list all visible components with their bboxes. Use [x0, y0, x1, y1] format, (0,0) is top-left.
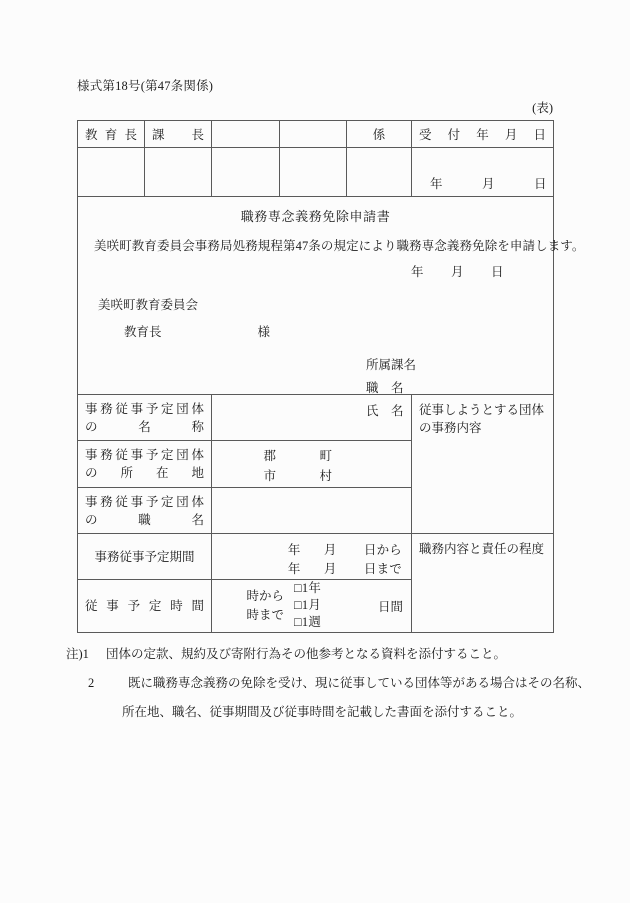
responsibility-label: 職務内容と責任の程度	[419, 541, 545, 556]
hours-from: 時から	[246, 588, 284, 603]
responsibility-cell[interactable]	[412, 533, 554, 632]
hours-content	[212, 580, 411, 632]
receipt-date-line: 年 月 日	[429, 177, 547, 191]
applicant-fields	[78, 354, 553, 422]
approval-header-kakari-label: 係	[372, 128, 386, 142]
hours-checkbox-group	[284, 580, 321, 632]
term-label	[78, 533, 212, 579]
applicant-position-label: 職 名	[366, 380, 404, 395]
application-date-day: 日	[491, 265, 504, 279]
approval-header-blank-2	[280, 121, 347, 148]
address-unit-shi: 市	[263, 468, 277, 483]
hours-unit: 日間	[377, 599, 403, 614]
stamp-box-kakari[interactable]	[347, 148, 412, 197]
hours-label	[78, 579, 212, 632]
applicant-department-label: 所属課名	[366, 358, 417, 372]
stamp-box-blank-2[interactable]	[280, 148, 347, 197]
application-date-line[interactable]	[78, 262, 553, 280]
note-text-1: 団体の定款、規約及び寄附行為その他参考となる資料を添付すること。	[106, 647, 507, 661]
hours-label-text: 従事予定時間	[85, 599, 204, 614]
note-marker-2: 2	[88, 675, 95, 690]
approval-header-kyoikucho	[78, 121, 145, 148]
approval-header-kacho-label: 課 長	[152, 128, 204, 142]
org-name-label-line1: 事務従事予定団体	[85, 402, 204, 416]
application-title: 職務専念義務免除申請書	[240, 209, 391, 224]
term-row	[78, 533, 554, 579]
term-date-grid	[212, 534, 411, 579]
applicant-name-row[interactable]	[366, 400, 553, 423]
stamp-box-blank-1[interactable]	[212, 148, 280, 197]
side-label: (表)	[532, 101, 553, 115]
hours-range	[212, 587, 284, 625]
applicant-department-row[interactable]	[366, 354, 553, 377]
org-address-label-line2: の 所 在 地	[85, 466, 204, 481]
applicant-name-label: 氏 名	[366, 403, 404, 418]
application-body-row	[78, 197, 554, 395]
term-start-year: 年	[287, 542, 301, 557]
notes-section	[66, 640, 591, 726]
address-unit-cho: 町	[319, 449, 333, 464]
hours-input[interactable]	[212, 579, 412, 632]
checkbox-per-week[interactable]: □1週	[294, 615, 322, 630]
checkbox-per-month[interactable]: □1月	[294, 598, 322, 612]
term-end-year: 年	[287, 561, 301, 576]
org-address-label-line1: 事務従事予定団体	[85, 448, 204, 463]
term-start-line	[212, 541, 402, 560]
term-input[interactable]	[212, 533, 412, 579]
term-start-tail: 日から	[363, 542, 402, 557]
addressee-line	[78, 322, 553, 340]
application-form-table	[77, 120, 585, 633]
stamp-box-kyoikucho[interactable]	[78, 148, 145, 197]
address-unit-son: 村	[319, 468, 333, 483]
form-number: 様式第18号(第47条関係)	[77, 79, 214, 93]
address-unit-grid	[212, 441, 411, 486]
org-name-label-line2: の 名 称	[85, 420, 204, 435]
address-row-shi-son	[212, 467, 411, 486]
approval-header-blank-1	[212, 121, 280, 148]
org-position-label	[78, 487, 212, 533]
org-address-input[interactable]	[212, 441, 412, 487]
addressee-title: 教育長	[124, 325, 162, 339]
address-unit-gun: 郡	[263, 449, 277, 464]
note-item-2	[66, 669, 591, 698]
application-statement: 美咲町教育委員会事務局処務規程第47条の規定により職務専念義務免除を申請します。	[94, 239, 585, 253]
note-item-2-continuation: 所在地、職名、従事期間及び従事時間を記載した書面を添付すること。	[122, 704, 523, 719]
note-text-2: 既に職務専念義務の免除を受け、現に従事している団体等がある場合はその名称、	[128, 675, 591, 690]
application-date-year: 年	[411, 265, 424, 279]
receipt-date-box[interactable]	[412, 148, 554, 197]
approval-header-kakari	[347, 121, 412, 148]
term-start-month: 月	[323, 542, 337, 557]
org-position-label-line1: 事務従事予定団体	[85, 494, 204, 509]
org-position-label-line2: の 職 名	[85, 512, 204, 527]
term-end-month: 月	[323, 561, 337, 576]
duties-content-label: 従事しようとする団体の事務内容	[419, 403, 545, 436]
addressee-honorific: 様	[257, 325, 271, 339]
checkbox-per-year[interactable]: □1年	[294, 580, 322, 595]
term-label-text: 事務従事予定期間	[94, 549, 195, 564]
org-address-label	[78, 441, 212, 487]
term-end-tail: 日まで	[363, 561, 402, 576]
org-position-input[interactable]	[212, 487, 412, 533]
approval-stamp-row	[78, 148, 554, 197]
term-end-line	[212, 560, 402, 579]
approval-header-receipt-date	[412, 121, 554, 148]
approval-header-kacho	[145, 121, 212, 148]
addressee-organization: 美咲町教育委員会	[98, 298, 199, 312]
application-date-month: 月	[451, 265, 464, 279]
hours-to: 時まで	[246, 607, 284, 622]
approval-header-row	[78, 121, 554, 148]
approval-header-receipt-date-label: 受付年月日	[419, 128, 546, 142]
applicant-position-row[interactable]	[366, 377, 553, 400]
approval-header-kyoikucho-label: 教育長	[85, 128, 137, 142]
note-marker-1: 注)1	[66, 647, 89, 661]
stamp-box-kacho[interactable]	[145, 148, 212, 197]
address-row-gun-cho	[212, 447, 411, 466]
note-item-1	[66, 640, 586, 669]
